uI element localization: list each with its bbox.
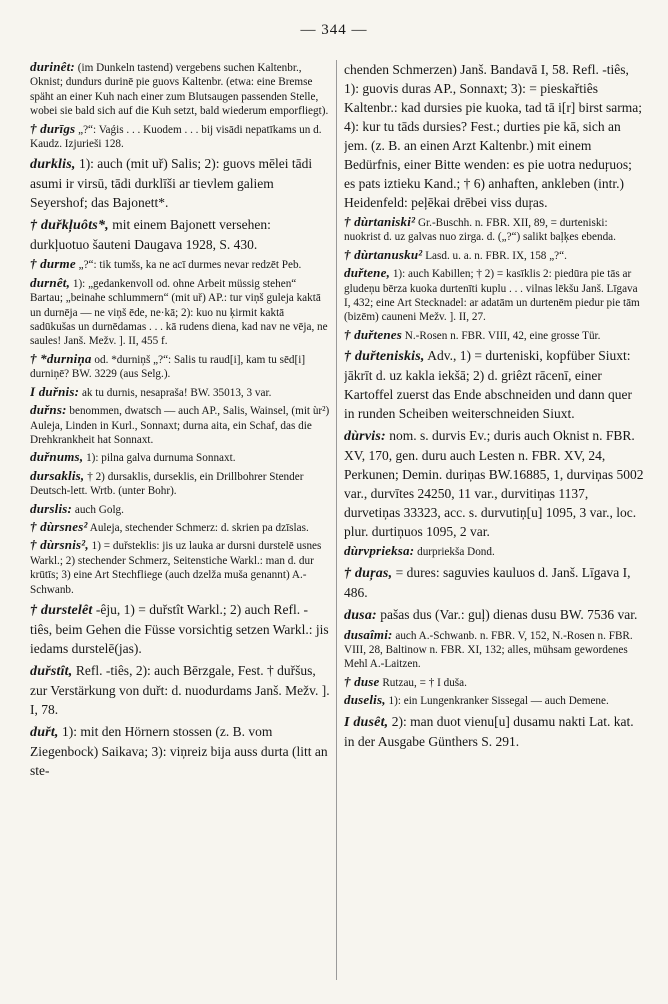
dictionary-entry (344, 248, 644, 263)
dictionary-entry (30, 450, 330, 465)
entry-text: Refl. -tiês, 2): auch Bērzgale, Fest. † duřšus, zur Verstärkung von duřt: d. nuodurdams Janš. Mežv. ]. I, 78. (30, 662, 330, 717)
entry-text: 1): auch Kabillen; † 2) = kasīklis 2: piedūra pie tās ar gludeņu bērza kuoka durtenīti kuplu . . . vilnas lēkšu Janš. Līgava I, 432; eine Art Stecknadel: ar adatām un durtenēm piedur pie tām (bizēm) cauneni Mežv. ]. II, 27. (344, 268, 640, 324)
entry-headword: † *durniņa (30, 350, 92, 366)
dictionary-entry (344, 266, 644, 325)
dictionary-entry (30, 469, 330, 499)
dictionary-entry (30, 661, 330, 719)
entry-headword: † duŗas, (344, 565, 393, 581)
dictionary-entry (344, 628, 644, 672)
dictionary-entry (344, 328, 644, 343)
entry-text: -êju, 1) = duřstît Warkl.; 2) auch Refl. -tiês, beim Gehen die Füsse vorsichtig setzen Warkl.: jis iedams durstelē(jas). (30, 601, 329, 656)
entry-text: 1) = duřsteklis: jis uz lauka ar dursni durstelē usnes Warkl.; 2) stechender Schmerz, Seitenstiche Warkl.: man d. dur krūtīs; 3) eine Art Stechfliege (auch dzelža muša genannt) A.-Schwanb. (30, 540, 322, 596)
entry-headword: dùrvprieksa: (344, 543, 415, 559)
entry-text: „?“: tik tumšs, ka ne acī durmes nevar redzēt Peb. (78, 259, 302, 272)
dictionary-entry (344, 60, 644, 212)
entry-headword: dursaklis, (30, 467, 85, 483)
dictionary-entry (344, 563, 644, 602)
entry-text: (im Dunkeln tastend) vergebens suchen Kaltenbr., Oknist; dundurs durinē pie guovs Kaltenbr. (etwa: eine Bremse späht an einer Kuh nach einer zum Blutsaugen passenden Stelle, wobei sie bald sich auf die Kuh setzt, bald wiederum emporfliegt). (30, 62, 329, 118)
entry-headword: † dùrsnes² (30, 518, 88, 534)
dictionary-entry (30, 215, 330, 254)
entry-headword: duřt, (30, 724, 59, 740)
dictionary-entry (30, 257, 330, 272)
entry-headword: † dùrsnis², (30, 537, 89, 553)
entry-text: mit einem Bajonett versehen: durkļuotuo šauteni Daugava 1928, S. 430. (30, 217, 271, 253)
entry-text: 1): „gedankenvoll od. ohne Arbeit müssig stehen“ Bartau; „beinahe schlummern“ (mit uř) AP.: tur viņš guleja kaktā un durnēja — ne viņš ēde, ne·kā; 2): kuo nu ķirmit kaktā sadūkušas un durnēdamas . . . kā rudens diena, kad nav ne vēja, ne saules! Janš. Mežv. ]. II, 455 f. (30, 277, 328, 348)
entry-text: Adv., 1) = durteniski, kopfüber Siuxt: jākrīt d. uz kakla iekšā; 2) d. griêzt rācenī, einer Kartoffel zuerst das Ende abschneiden und dann quer in runden Scheiben weiterschneiden Siuxt. (344, 348, 633, 422)
dictionary-entry (30, 538, 330, 597)
dictionary-entry (344, 675, 644, 690)
entry-headword: durslis: (30, 500, 73, 516)
entry-text: auch A.-Schwanb. n. FBR. V, 152, N.-Rosen n. FBR. VIII, 28, Baltinow n. FBR. XI, 132; alles, mühsam gewordenes Mehl A.-Laitzen. (344, 629, 633, 671)
dictionary-entry (30, 520, 330, 535)
entry-text: 1): pilna galva durnuma Sonnaxt. (86, 452, 236, 465)
entry-headword: † durme (30, 256, 76, 272)
entry-text: nom. s. durvis Ev.; duris auch Oknist n. FBR. XV, 170, gen. duru auch Lesten n. FBR. XV, 24, Perkunen; Demin. duriņas BW.16885, 1, durviņas 5002 var., durvītes 24250, 11 var., durvitiņas 1137, durvetiņas 33323, acc. s. durvutiņ[u] 1095, 3 var., loc. plur. durtiņuos 1095, 2 var. (344, 428, 644, 540)
entry-text: pašas dus (Var.: guļ) dienas dusu BW. 7536 var. (380, 606, 638, 622)
entry-text: chenden Schmerzen) Janš. Bandavā I, 58. Refl. -tiês, 1): guovis duras AP., Sonnaxt; 3): = pieskařtiês Kaltenbr.: kad dursies pie kuoka, tad tā i[r] birst sarma; 4): kur tu tāds dursies? Fest.; durties pie kā, sich an jem. (z. B. an einen Arzt Kaltenbr.) mit einem Bedürfnis, einer Bitte wenden: es pie uotra neduŗuos; es pats iztieku Kand.; † 6) anhaften, ankleben (intr.) Heidenfeld: peļēkai drēbei viss duŗas. (344, 62, 643, 210)
dictionary-entry (344, 346, 644, 423)
entry-text: ak tu durnis, nesapraša! BW. 35013, 3 var. (81, 386, 272, 399)
entry-headword: † duse (344, 673, 380, 689)
dictionary-entry (344, 215, 644, 245)
entry-text: † 2) dursaklis, durseklis, ein Drillbohrer Stender Deutsch-lett. Wrtb. (unter Bohr). (30, 470, 304, 498)
entry-headword: † dùrtanusku² (344, 246, 423, 262)
entry-text: 1): auch (mit uř) Salis; 2): guovs mēlei tādi asumi ir virsū, tādi durklīši ar tievlem galiem Seyershof; das Bajonett*. (30, 156, 313, 211)
entry-text: Auleja, stechender Schmerz: d. skrien pa dzīslas. (89, 521, 309, 534)
entry-headword: durklis, (30, 157, 76, 173)
entry-headword: dusa: (344, 607, 377, 623)
dictionary-entry (344, 712, 644, 751)
dictionary-entry (30, 122, 330, 152)
entry-headword: durinêt: (30, 60, 75, 74)
dictionary-entry (30, 352, 330, 382)
page-number: — 344 — (300, 22, 368, 38)
entry-headword: duřns: (30, 402, 67, 418)
entry-headword: dùrvis: (344, 429, 386, 445)
entry-text: „?“: Vaǵis . . . Kuodem . . . bij visādi nepatīkams un d. Kaudz. Izjurieši 128. (30, 123, 322, 151)
dictionary-entry (30, 385, 330, 400)
entry-headword: † durstelêt (30, 602, 93, 618)
dictionary-entry (30, 403, 330, 447)
entry-text: 2): man duot vienu[u] dusamu nakti Lat. kat. in der Ausgabe Günthers S. 291. (344, 713, 634, 749)
dictionary-entry (30, 154, 330, 212)
entry-text: 1): mit den Hörnern stossen (z. B. vom Ziegenbock) Saikava; 3): viņreiz bija auss durta (litt an ste- (30, 723, 328, 778)
entry-text: = dures: saguvies kauluos d. Janš. Līgava I, 486. (344, 564, 631, 600)
entry-headword: I duřnis: (30, 383, 80, 399)
entry-headword: † duřteniskis, (344, 349, 425, 365)
dictionary-entry (344, 426, 644, 541)
dictionary-entry (30, 600, 330, 658)
entry-text: 1): ein Lungenkranker Sissegal — auch Demene. (388, 695, 609, 708)
entry-headword: † dùrtaniski² (344, 214, 416, 229)
right-column (344, 60, 644, 990)
dictionary-entry (344, 693, 644, 708)
entry-headword: † durīgs (30, 120, 76, 136)
dictionary-entry (30, 276, 330, 349)
entry-headword: † duřtenes (344, 326, 402, 342)
entry-text: durpriekša Dond. (417, 546, 495, 559)
entry-headword: duřstît, (30, 663, 73, 679)
entry-headword: dusaîmi: (344, 626, 393, 642)
column-divider (336, 60, 337, 980)
entry-headword: duřnums, (30, 449, 84, 465)
entry-headword: durnêt, (30, 274, 71, 290)
entry-text: od. *durniņš „?“: Salis tu raud[i], kam tu sēd[i] durniņē? BW. 3229 (aus Selg.). (30, 353, 306, 381)
entry-text: Lasd. u. a. n. FBR. IX, 158 „?“. (425, 249, 567, 262)
entry-text: benommen, dwatsch — auch AP., Salis, Wainsel, (mit ùr²) Auleja, Linden in Kurl., Sonnaxt; durna aita, ein Schaf, das die Drehkrankheit hat Sonnaxt. (30, 405, 330, 446)
entry-headword: I dusêt, (344, 714, 389, 730)
entry-text: N.-Rosen n. FBR. VIII, 42, eine grosse Tür. (404, 329, 601, 342)
dictionary-entry (30, 60, 330, 119)
dictionary-entry (30, 722, 330, 780)
left-column (30, 60, 330, 990)
dictionary-entry (344, 544, 644, 559)
entry-text: Rutzau, = † I duša. (382, 676, 467, 689)
dictionary-entry (344, 605, 644, 625)
entry-headword: † duřkļuôts*, (30, 218, 109, 234)
dictionary-entry (30, 502, 330, 517)
entry-text: Gr.-Buschh. n. FBR. XII, 89, = durteniski: nuokrist d. uz galvas nuo zirga. d. („?“) salikt baļķes ebenda. (344, 217, 616, 244)
entry-headword: duselis, (344, 692, 386, 708)
entry-text: auch Golg. (74, 503, 124, 516)
entry-headword: duřtene, (344, 265, 391, 281)
